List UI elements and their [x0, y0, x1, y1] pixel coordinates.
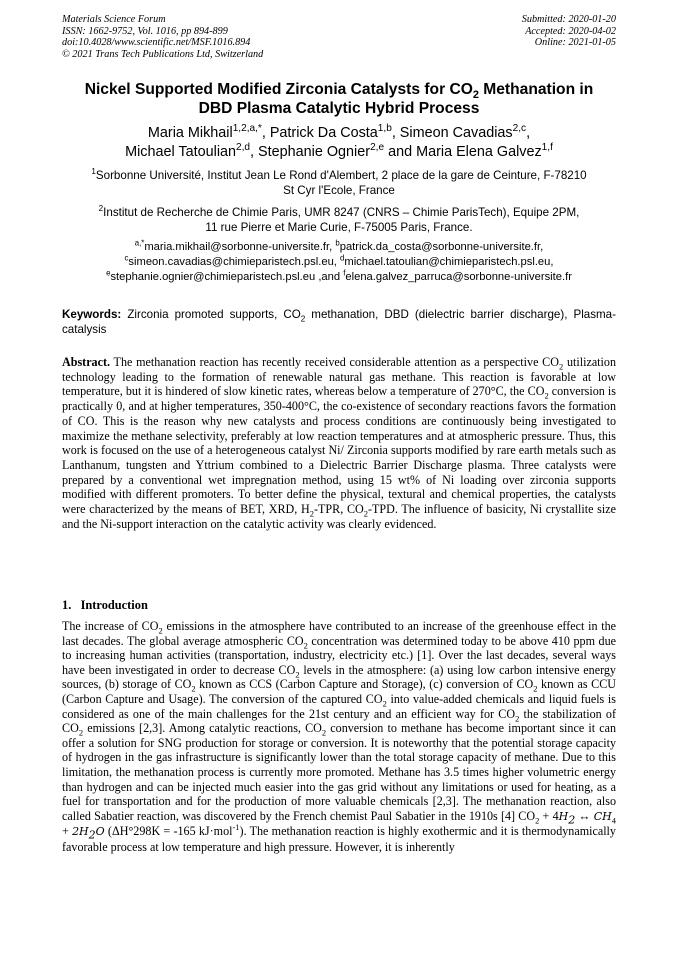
submitted-date: Submitted: 2020-01-20 [521, 14, 616, 25]
journal-name: Materials Science Forum [62, 14, 166, 25]
affiliation-1: $^1$Sorbonne Université, Institut Jean Le Rond d'Alembert, 2 place de la gare de Ceinture, F-78210 St Cyr l'Ecole, France [91, 167, 587, 197]
email-link[interactable]: maria.mikhail@sorbonne-universite.fr, [144, 241, 336, 253]
paper-title: Nickel Supported Modified Zirconia Catalysts for $CO_2$ Methanation in DBD Plasma Catalytic Hybrid Process [84, 81, 594, 117]
section-heading: 1. Introduction [62, 598, 148, 612]
email-link[interactable]: stephanie.ognier@chimieparistech.psl.eu ,and [110, 271, 344, 283]
email-link[interactable]: simeon.cavadias@chimieparistech.psl.eu, [128, 256, 341, 268]
author-emails: $^{a,*}$maria.mikhail@sorbonne-universite.fr, $^b$patrick.da_costa@sorbonne-universite.fr, $^c$simeon.cavadias@chimieparistech.psl.eu, $^d$michael.tatoulian@chimieparistech.psl.eu, $^e$stephanie.ognier@chimieparistech.psl.eu ,and $^f$elena.galvez_parruca@sorbonne-universite.fr [106, 238, 572, 283]
issn-line: ISSN: 1662-9752, Vol. 1016, pp 894-899 [62, 25, 228, 37]
introduction-body: The increase of $CO_2$ emissions in the atmosphere have contributed to an increase of the greenhouse effect in the last decades. The global average atmospheric $CO_2$ concentration was determined today to be above 410 ppm due to increasing human activities (transportation, industry, electricity etc.) [1]. Over the last decades, several ways have been investigated in order to decrease $CO_2$ levels in the atmosphere: (a) using low carbon intensive energy sources, (b) storage of $CO_2$ known as CCS (Carbon Capture and Storage), (c) conversion of $CO_2$ known as CCU (Carbon Capture and Usage). The conversion of the captured $CO_2$ into value-added chemicals and liquid fuels is considered as one of the main challenges for the 21st century and an efficient way for $CO_2$ the stabilization of $CO_2$ emissions [2,3]. Among catalytic reactions, $CO_2$ conversion to methane has become important since it can offer a solution for SNG production for storage or conversion. It is noteworthy that the potential storage capacity of hydrogen in the gas infrastructure is significantly lower than the total storage capacity of methane. Due to this limitation, the methanation process is currently more promoted. Methane has 3.5 times higher volumetric energy than hydrogen and can be injected much easier into the gas grid without any limitations or used for heating, as a fuel for transportation and for the production of more valuable chemicals [2,3]. The methanation reaction, also called Sabatier reaction, was discovered by the French chemist Paul Sabatier in the 1910s [4] $CO_2 + 4H_2$ ↔ $CH_4 + 2H_2O$ (ΔH°298K = -165 kJ·mol$^{-1}$). The methanation reaction is highly exothermic and it is thermodynamically favorable process at low temperature and high pressure. However, it is inherently [62, 619, 617, 854]
keywords-label: Keywords: [62, 308, 122, 321]
journal-header [62, 14, 263, 60]
author-list: Maria Mikhail$^{1,2,a,*}$, Patrick Da Costa$^{1,b}$, Simeon Cavadias$^{2,c}$, Michael Tatoulian$^{2,d}$, Stephanie Ognier$^{2,e}$ and Maria Elena Galvez$^{1,f}$ [125, 123, 553, 160]
email-link[interactable]: michael.tatoulian@chimieparistech.psl.eu, [344, 256, 554, 268]
accepted-date: Accepted: 2020-04-02 [525, 25, 616, 37]
online-date: Online: 2021-01-05 [534, 37, 616, 49]
abstract: Abstract. The methanation reaction has recently received considerable attention as a perspective $CO_2$ utilization technology leading to the formation of renewable natural gas methane. This reaction is favorable at low temperature, but it is hindered of slow kinetic rates, whereas below a temperature of 270°C, the $CO_2$ conversion is practically 0, and at higher temperatures, 350-400°C, the co-existence of secondary reactions favors the formation of CO. This is the reason why new catalysts and process conditions are continuously being investigated to maximize the methane selectivity, preferably at low reaction temperatures and at atmospheric pressure. Thus, this work is focused on the use of a heterogeneous catalyst Ni/ Zirconia supports modified by rare earth metals such as Lanthanum, tungsten and Yttrium combined to a Dielectric Barrier Discharge plasma. Three catalysts were prepared by a conventional wet impregnation method, using 15 wt% of Ni loading over zirconia supports modified with different promoters. To better define the physical, textural and chemical properties, the catalysts were characterized by the means of BET, XRD, $H_2$-TPR, $CO_2$-TPD. The influence of basicity, Ni crystallite size and the Ni-support interaction on the catalytic activity was clearly evidenced. [62, 355, 616, 531]
affiliation-2: $^2$Institut de Recherche de Chimie Paris, UMR 8247 (CNRS – Chimie ParisTech), Equipe 2PM, 11 rue Pierre et Marie Curie, F-75005 Paris, France. [98, 204, 580, 234]
doi-line: doi:10.4028/www.scientific.net/MSF.1016.894 [62, 37, 251, 49]
keywords: Keywords: Zirconia promoted supports, $CO_2$ methanation, DBD (dielectric barrier discharge), Plasma-catalysis [62, 308, 616, 336]
dates-header [522, 14, 616, 49]
abstract-label: Abstract. [62, 355, 111, 369]
copyright-line: © 2021 Trans Tech Publications Ltd, Switzerland [62, 48, 264, 60]
email-link[interactable]: elena.galvez_parruca@sorbonne-universite.fr [345, 271, 572, 283]
email-link[interactable]: patrick.da_costa@sorbonne-universite.fr, [339, 241, 544, 253]
